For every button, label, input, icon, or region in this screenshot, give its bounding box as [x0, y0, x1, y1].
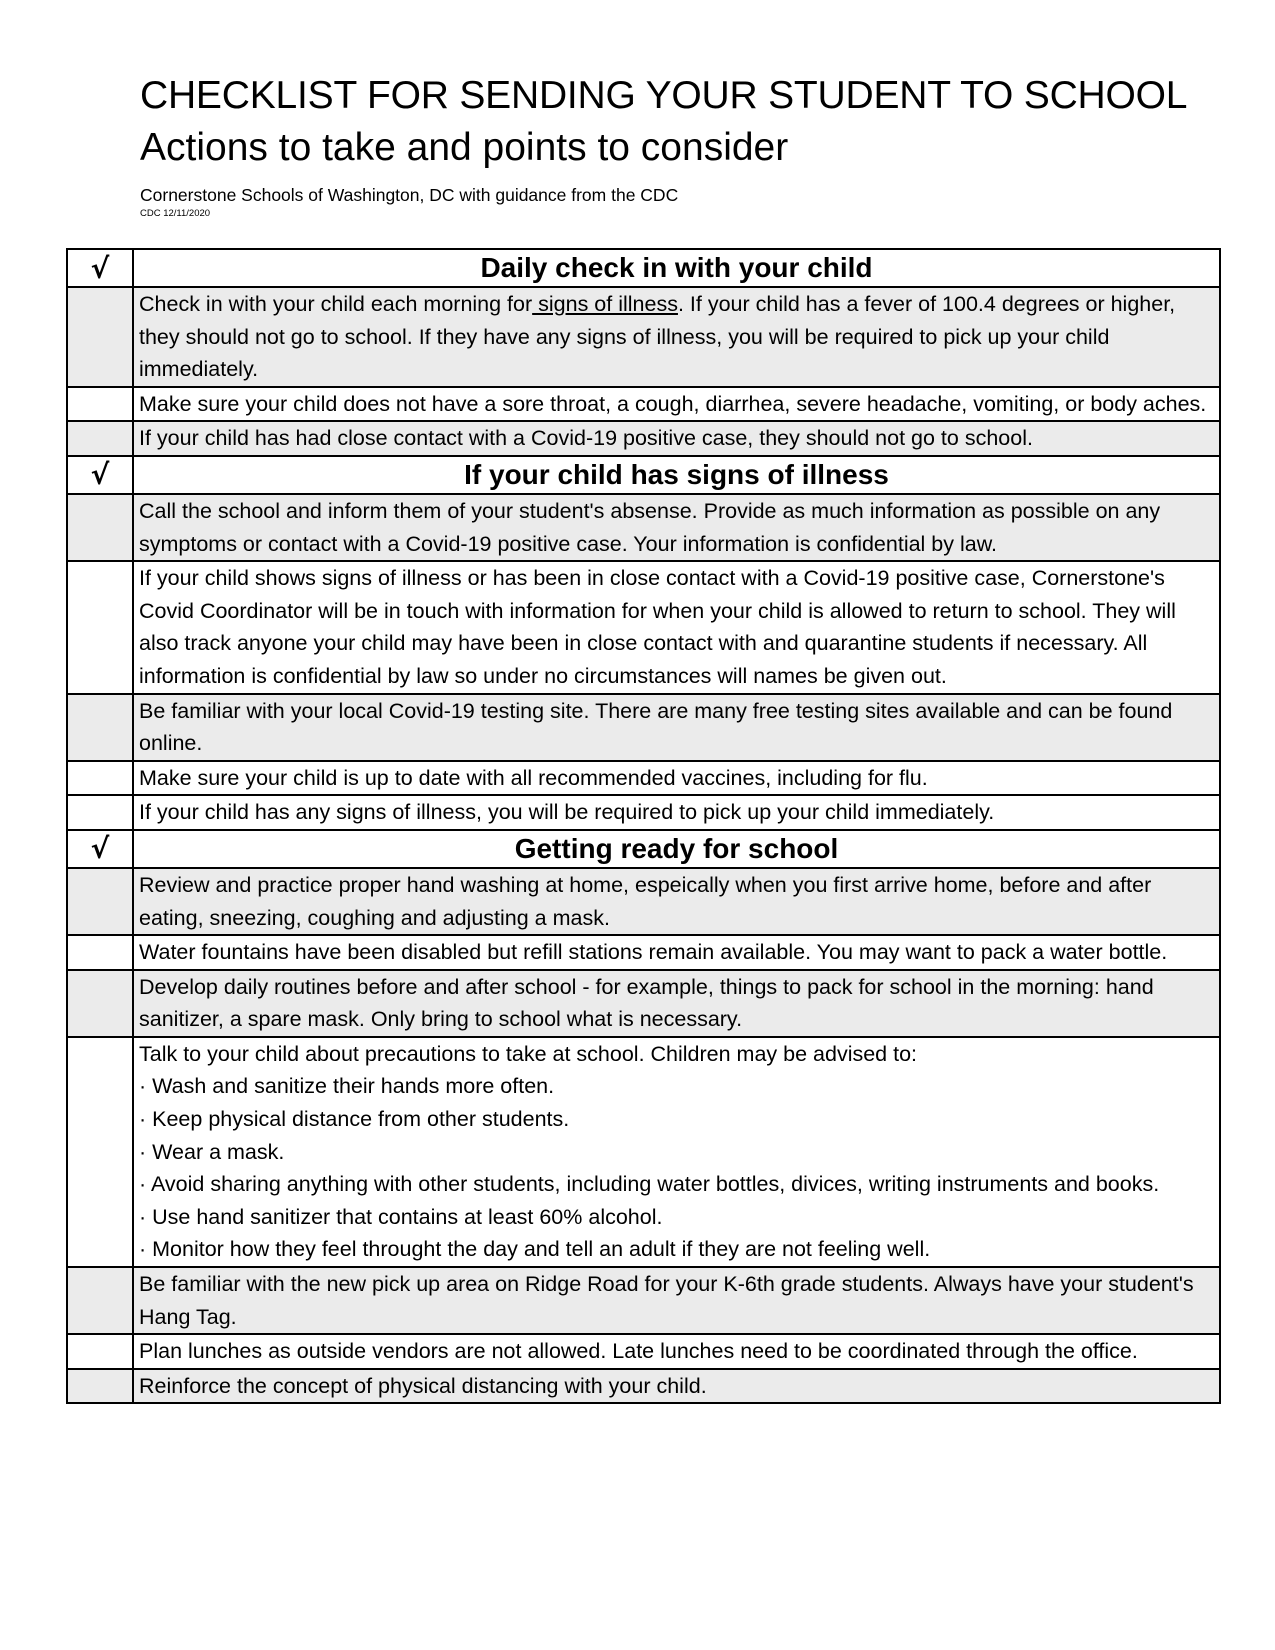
- checklist-table: [66, 248, 1221, 1404]
- checkbox-cell[interactable]: [67, 1369, 133, 1404]
- source-line: Cornerstone Schools of Washington, DC with guidance from the CDC: [140, 185, 679, 205]
- checklist-item: [67, 421, 1220, 456]
- item-text: Be familiar with the new pick up area on Ridge Road for your K-6th grade students. Always have your student's Hang Tag.: [133, 1267, 1220, 1334]
- checklist-item: [67, 561, 1220, 693]
- checkbox-cell[interactable]: [67, 421, 133, 456]
- item-text: Make sure your child is up to date with all recommended vaccines, including for flu.: [133, 761, 1220, 796]
- item-text: Make sure your child does not have a sore throat, a cough, diarrhea, severe headache, vomiting, or body aches.: [133, 387, 1220, 422]
- checkbox-cell[interactable]: [67, 761, 133, 796]
- bullet-item: · Avoid sharing anything with other students, including water bottles, divices, writing instruments and books.: [139, 1172, 1160, 1197]
- bullet-item: · Monitor how they feel throught the day and tell an adult if they are not feeling well.: [139, 1237, 931, 1262]
- check-mark-icon: √: [67, 456, 133, 494]
- check-mark-icon: √: [67, 249, 133, 287]
- check-mark-icon: √: [67, 830, 133, 868]
- document-title: CHECKLIST FOR SENDING YOUR STUDENT TO SCHOOL: [140, 74, 1188, 117]
- item-text: [133, 1037, 1220, 1267]
- checkbox-cell[interactable]: [67, 970, 133, 1037]
- bullet-item: · Wash and sanitize their hands more often.: [139, 1074, 555, 1099]
- checkbox-cell[interactable]: [67, 1267, 133, 1334]
- item-text: Reinforce the concept of physical distancing with your child.: [133, 1369, 1220, 1404]
- checklist-item: [67, 494, 1220, 561]
- checklist-item: [67, 1369, 1220, 1404]
- checklist-item: [67, 761, 1220, 796]
- checkbox-cell[interactable]: [67, 494, 133, 561]
- section-header-row: [67, 830, 1220, 868]
- checkbox-cell[interactable]: [67, 1037, 133, 1267]
- item-text: Be familiar with your local Covid-19 testing site. There are many free testing sites available and can be found online.: [133, 694, 1220, 761]
- checklist-item: [67, 1037, 1220, 1267]
- item-text-start: Check in with your child each morning for: [139, 292, 533, 316]
- bullet-item: · Keep physical distance from other students.: [139, 1107, 570, 1132]
- item-text: Water fountains have been disabled but refill stations remain available. You may want to pack a water bottle.: [133, 935, 1220, 970]
- bullet-item: · Use hand sanitizer that contains at least 60% alcohol.: [139, 1204, 663, 1229]
- checklist-item: [67, 287, 1220, 387]
- checklist-item: [67, 694, 1220, 761]
- signs-of-illness-link[interactable]: signs of illness: [532, 292, 678, 316]
- section-header-row: [67, 249, 1220, 287]
- item-text: If your child shows signs of illness or has been in close contact with a Covid-19 positive case, Cornerstone's Covid Coordinator will be in touch with information for when your child is allowed to return to school. They will also track anyone your child may have been in close contact with and quarantine students if necessary. All information is confidential by law so under no circumstances will names be given out.: [133, 561, 1220, 693]
- section-header-row: [67, 456, 1220, 494]
- checklist-item: [67, 970, 1220, 1037]
- checklist-item: [67, 868, 1220, 935]
- item-text: Review and practice proper hand washing at home, espeically when you first arrive home, before and after eating, sneezing, coughing and adjusting a mask.: [133, 868, 1220, 935]
- bullet-item: · Wear a mask.: [139, 1139, 285, 1164]
- item-text: Develop daily routines before and after school - for example, things to pack for school in the morning: hand sanitizer, a spare mask. Only bring to school what is necessary.: [133, 970, 1220, 1037]
- checkbox-cell[interactable]: [67, 935, 133, 970]
- document-subtitle: Actions to take and points to consider: [140, 126, 789, 169]
- bullet-intro: Talk to your child about precautions to take at school. Children may be advised to:: [139, 1041, 918, 1066]
- item-text: If your child has had close contact with a Covid-19 positive case, they should not go to school.: [133, 421, 1220, 456]
- checklist-item: [67, 1334, 1220, 1369]
- checkbox-cell[interactable]: [67, 387, 133, 422]
- item-text-end: . If your child has a fever of 100.4 degrees or higher, they should not go to school. If they have any signs of illness, you will be required to pick up your child immediately.: [139, 292, 1176, 382]
- checkbox-cell[interactable]: [67, 868, 133, 935]
- checklist-item: [67, 795, 1220, 830]
- item-text: Plan lunches as outside vendors are not allowed. Late lunches need to be coordinated through the office.: [133, 1334, 1220, 1369]
- checkbox-cell[interactable]: [67, 1334, 133, 1369]
- item-text: If your child has any signs of illness, you will be required to pick up your child immediately.: [133, 795, 1220, 830]
- checkbox-cell[interactable]: [67, 795, 133, 830]
- document-header: [140, 70, 1220, 222]
- item-text: Call the school and inform them of your student's absense. Provide as much information as possible on any symptoms or contact with a Covid-19 positive case. Your information is confidential by law.: [133, 494, 1220, 561]
- checklist-item: [67, 935, 1220, 970]
- checkbox-cell[interactable]: [67, 694, 133, 761]
- checklist-item: [67, 387, 1220, 422]
- section-title: Daily check in with your child: [133, 249, 1220, 287]
- section-title: If your child has signs of illness: [133, 456, 1220, 494]
- section-title: Getting ready for school: [133, 830, 1220, 868]
- checklist-item: [67, 1267, 1220, 1334]
- date-line: CDC 12/11/2020: [140, 208, 211, 219]
- item-text: [133, 287, 1220, 387]
- checkbox-cell[interactable]: [67, 561, 133, 693]
- checkbox-cell[interactable]: [67, 287, 133, 387]
